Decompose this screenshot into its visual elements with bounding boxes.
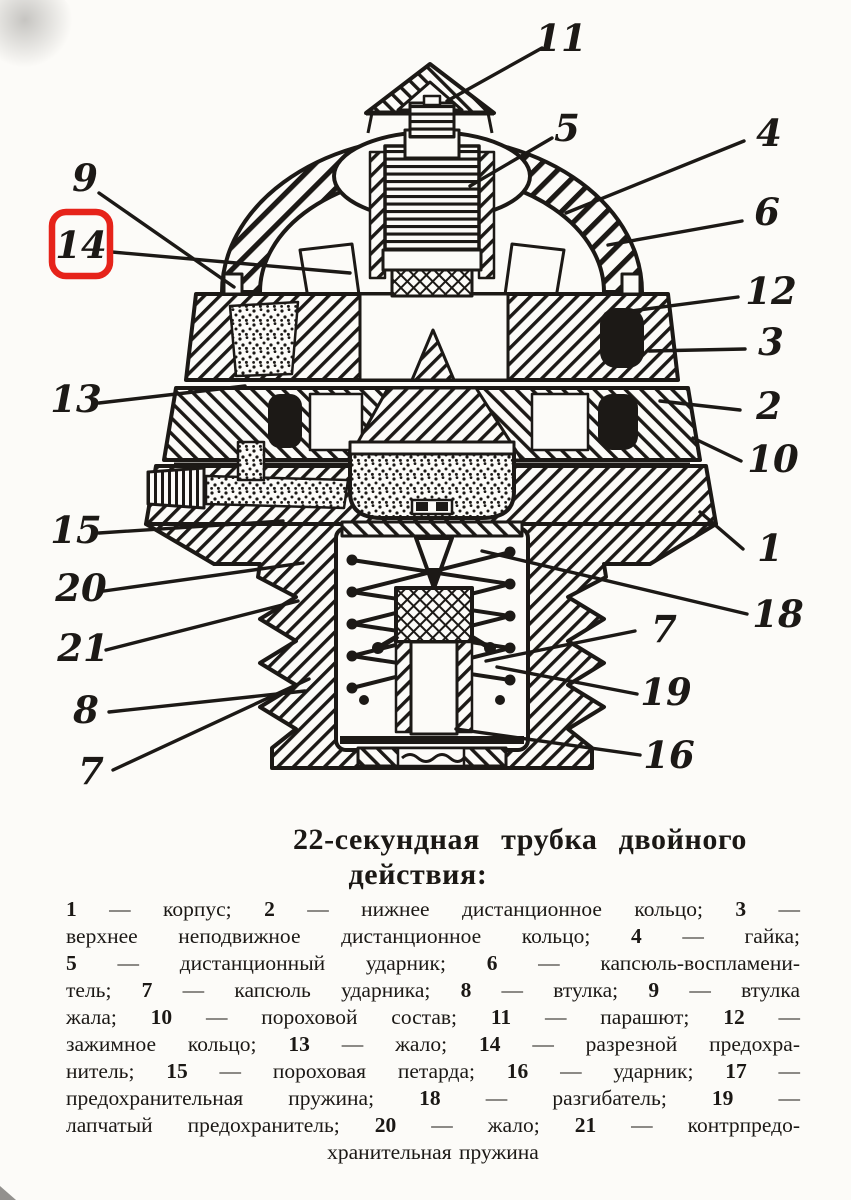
callout-6: 6 — [754, 190, 780, 234]
legend-part-number: 20 — [374, 1113, 397, 1137]
callout-12: 12 — [745, 269, 797, 313]
callout-19: 19 — [640, 670, 692, 714]
legend-part-text: — нижнее дистанционное кольцо; — [274, 897, 736, 921]
legend-part-number: 18 — [419, 1086, 441, 1110]
legend-part-number: 19 — [711, 1086, 734, 1110]
legend-line-6 — [66, 1031, 800, 1058]
callout-16: 16 — [643, 733, 695, 777]
leader-line-3 — [649, 349, 745, 351]
legend-part-number: 1 — [66, 897, 77, 921]
legend-part-text: лапчатый предохранитель; — [66, 1113, 375, 1137]
legend-part-number: 15 — [166, 1059, 188, 1083]
powder-train — [206, 476, 348, 508]
callout-7-left: 7 — [78, 749, 104, 793]
legend-part-number: 21 — [574, 1113, 597, 1137]
legend-part-text: — втулка — [659, 978, 800, 1002]
distance-striker-column — [370, 146, 494, 296]
legend-line-1 — [66, 896, 800, 923]
legend-part-number: 6 — [486, 951, 498, 975]
striker-chamber — [336, 522, 528, 766]
legend-part-text: жала; — [66, 1005, 151, 1029]
legend-part-number: 2 — [264, 897, 275, 921]
legend-part-number: 16 — [506, 1059, 529, 1083]
legend-line-5 — [66, 1004, 800, 1031]
callout-7-right: 7 — [651, 607, 677, 651]
legend-part-text: — втулка; — [471, 978, 649, 1002]
legend-part-text: — разрезной предохра- — [500, 1032, 800, 1056]
upper-distance-ring — [186, 294, 678, 388]
legend-part-text: — капсюль ударника; — [152, 978, 461, 1002]
powder-pocket-left — [230, 302, 298, 376]
legend-part-number: 5 — [66, 951, 77, 975]
callout-3: 3 — [758, 320, 784, 364]
legend-part-text: — пороховой состав; — [172, 1005, 491, 1029]
legend-part-text: — корпус; — [76, 897, 265, 921]
leader-line-4 — [566, 141, 744, 213]
legend-part-number: 13 — [288, 1032, 310, 1056]
callout-18: 18 — [752, 592, 804, 636]
legend-part-number: 17 — [725, 1059, 747, 1083]
callout-8: 8 — [73, 688, 99, 732]
callout-21: 21 — [57, 626, 109, 670]
callout-1: 1 — [757, 526, 783, 570]
legend-part-number: 7 — [141, 978, 153, 1002]
callout-5: 5 — [554, 106, 580, 150]
legend-part-text: — пороховая петарда; — [187, 1059, 507, 1083]
legend-part-text: — — [746, 1059, 801, 1083]
legend-part-text: тель; — [66, 978, 142, 1002]
callout-13: 13 — [50, 377, 102, 421]
legend-part-number: 3 — [735, 897, 747, 921]
legend-part-number: 14 — [478, 1032, 501, 1056]
callout-9: 9 — [72, 156, 98, 200]
legend-line-10 — [66, 1139, 800, 1166]
leader-line-9 — [99, 193, 234, 287]
threaded-nipple — [148, 468, 204, 508]
callout-14: 14 — [55, 223, 107, 267]
legend-line-9 — [66, 1112, 800, 1139]
legend-part-text: — капсюль-воспламени- — [497, 951, 800, 975]
legend-part-text: — — [746, 897, 800, 921]
legend-part-number: 8 — [460, 978, 472, 1002]
legend-part-text: хранительная пружина — [327, 1140, 539, 1164]
legend-part-text: — ударник; — [528, 1059, 726, 1083]
legend-part-text: верхнее неподвижное дистанционное кольцо; — [66, 924, 631, 948]
scan-corner-artifact — [0, 1186, 16, 1200]
callout-20: 20 — [55, 566, 107, 610]
legend-part-text: — — [733, 1086, 800, 1110]
powder-petard-cup — [350, 442, 514, 518]
leader-line-11 — [447, 48, 542, 101]
legend-part-text: предохранительная пружина; — [66, 1086, 420, 1110]
legend-part-number: 12 — [723, 1005, 745, 1029]
figure-legend — [66, 896, 800, 1166]
legend-line-7 — [66, 1058, 800, 1085]
legend-part-number: 11 — [490, 1005, 512, 1029]
legend-part-text: — контрпредо- — [596, 1113, 800, 1137]
legend-part-text: — разгибатель; — [440, 1086, 712, 1110]
legend-part-text: — жало; — [396, 1113, 575, 1137]
legend-part-text: — жало; — [309, 1032, 479, 1056]
legend-part-number: 10 — [150, 1005, 173, 1029]
legend-part-text: — дистанционный ударник; — [76, 951, 487, 975]
figure-title-line2: действия: — [348, 858, 488, 891]
figure-title-line1: 22-секундная трубка двойного — [292, 823, 748, 856]
legend-part-number: 4 — [630, 924, 642, 948]
callout-15: 15 — [50, 508, 102, 552]
striker-rod — [411, 642, 457, 734]
callout-10: 10 — [747, 437, 799, 481]
legend-part-text: — — [744, 1005, 801, 1029]
legend-part-text: — гайка; — [641, 924, 800, 948]
powder-channel-right — [600, 308, 644, 368]
powder-blob-right — [598, 394, 638, 450]
legend-part-number: 9 — [648, 978, 660, 1002]
legend-line-2 — [66, 923, 800, 950]
powder-blob-left — [268, 394, 302, 448]
legend-line-8 — [66, 1085, 800, 1112]
callout-2: 2 — [756, 384, 782, 428]
legend-part-text: — парашют; — [511, 1005, 724, 1029]
callout-11: 11 — [535, 16, 587, 60]
legend-part-text: зажимное кольцо; — [66, 1032, 289, 1056]
striker-primer-block — [396, 588, 472, 642]
legend-line-3 — [66, 950, 800, 977]
legend-part-text: нитель; — [66, 1059, 167, 1083]
legend-line-4 — [66, 977, 800, 1004]
callout-4: 4 — [756, 111, 782, 155]
